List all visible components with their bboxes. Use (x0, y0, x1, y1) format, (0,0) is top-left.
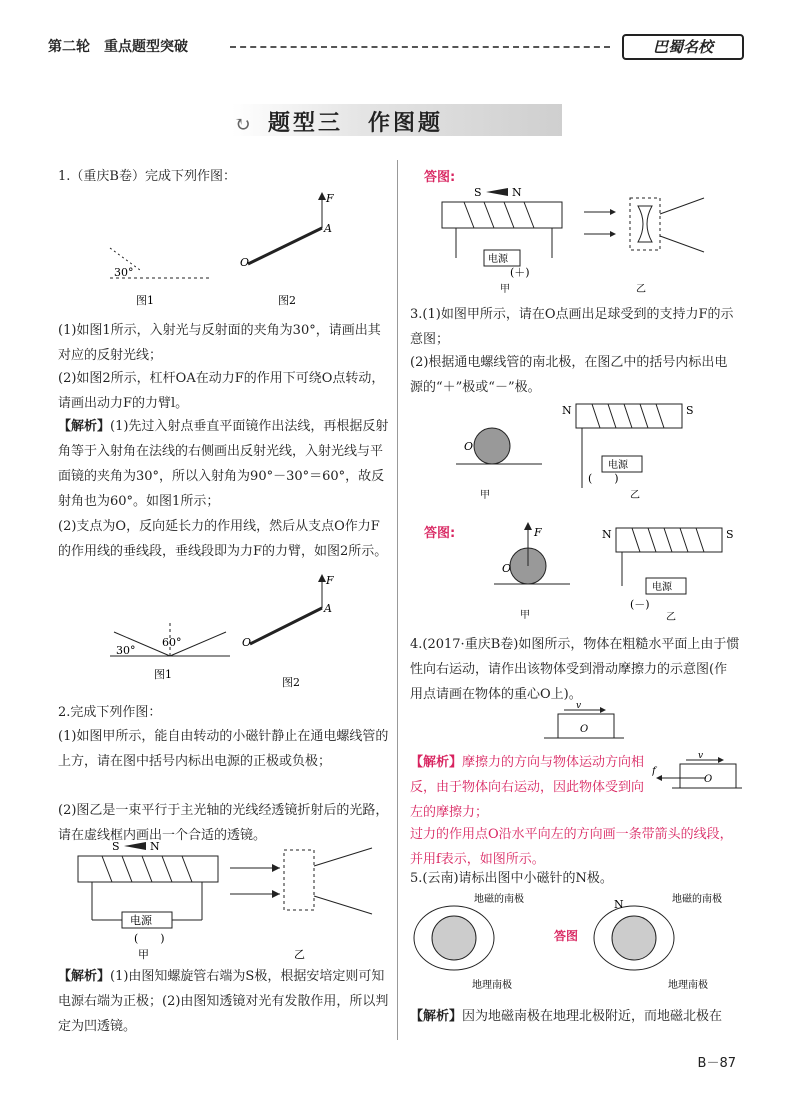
q1-answer-figures (100, 572, 360, 696)
svg-text:f: f (652, 766, 656, 777)
q3-paren: ( ) (588, 472, 619, 485)
q2-ans-jia: 甲 (500, 284, 510, 295)
svg-text:S: S (474, 186, 482, 199)
svg-text:N: N (614, 898, 624, 911)
q2-answer-tag: 答图: (424, 170, 456, 185)
q3-part1: 3.(1)如图甲所示，请在O点画出足球受到的支持力F的示意图； (410, 307, 734, 347)
svg-text:N: N (562, 404, 572, 417)
q1-analysis-2: (2)支点为O，反向延长力的作用线，然后从支点O作力F的作用线的垂线段，垂线段即为力F的力臂，如图2所示。 (58, 519, 388, 559)
svg-text:F: F (534, 526, 542, 539)
q1-ans-angle1: 30° (116, 644, 136, 657)
q1-ans-fig2: 图2 (282, 676, 300, 689)
q1-angle-label: 30° (114, 266, 134, 279)
q3-ans-jia: 甲 (520, 610, 530, 621)
svg-text:v: v (576, 702, 582, 711)
q2-jia: 甲 (138, 948, 149, 961)
svg-text:O: O (580, 724, 589, 735)
q5-stem: 5.(云南)请标出图中小磁针的N极。 (410, 871, 613, 886)
svg-text:F: F (326, 574, 334, 587)
q2-yi: 乙 (294, 948, 305, 961)
q4-analysis-1: 【解析】摩擦力的方向与物体运动方向相反，由于物体向右运动，因此物体受到向左的摩擦力； (410, 755, 645, 820)
svg-text:O: O (242, 636, 252, 649)
q3-jia: 甲 (480, 490, 490, 501)
q1-part1: (1)如图1所示，入射光与反射面的夹角为30°，请画出其对应的反射光线； (58, 323, 381, 363)
q2-answer-figures (434, 184, 744, 296)
q1-ans-fig1: 图1 (154, 668, 172, 681)
swirl-icon: ↻ (234, 112, 251, 136)
q5-ans-north-label: 地理南极 (668, 980, 708, 991)
q1-figures (100, 188, 360, 308)
svg-text:A: A (324, 602, 332, 615)
brand-logo: 巴蜀名校 (622, 34, 744, 60)
q2-ans-paren: (＋) (510, 266, 530, 279)
q1-stem: 1.（重庆B卷）完成下列作图： (58, 169, 236, 184)
q5-analysis: 【解析】因为地磁南极在地理北极附近，而地磁北极在 (410, 1009, 723, 1024)
column-divider (397, 160, 398, 1040)
section-title: 题型三 作图题 (268, 111, 444, 136)
q2-part1: (1)如图甲所示，能自由转动的小磁针静止在通电螺线管的上方，请在图中括号内标出电源的正极或负极； (58, 729, 389, 769)
svg-text:S: S (112, 840, 120, 853)
svg-text:A: A (324, 222, 332, 235)
q3-answer-tag: 答图: (424, 526, 456, 541)
header-left: 第二轮 重点题型突破 (48, 39, 188, 55)
page-number: B－87 (697, 1056, 736, 1071)
q4-stem: 4.(2017·重庆B卷)如图所示，物体在粗糙水平面上由于惯性向右运动，请作出该物体受到滑动摩擦力的示意图(作用点请画在物体的重心O上)。 (410, 637, 740, 702)
svg-text:v: v (698, 752, 704, 761)
q1-part2: (2)如图2所示，杠杆OA在动力F的作用下可绕O点转动，请画出动力F的力臂l。 (58, 371, 385, 411)
header-divider (230, 46, 610, 48)
q2-analysis: 【解析】(1)由图知螺旋管右端为S极，根据安培定则可知电源右端为正极；(2)由图知透镜对光有发散作用，所以判定为凹透镜。 (58, 969, 389, 1034)
svg-text:F: F (326, 192, 334, 205)
q2-paren: ( ) (134, 932, 165, 945)
q4-analysis-2: 过力的作用点O沿水平向左的方向画一条带箭头的线段，并用f表示，如图所示。 (410, 827, 733, 867)
q1-analysis-1: 【解析】(1)先过入射点垂直平面镜作出法线，再根据反射角等于入射角在法线的右侧画出反射光线，入射光线与平面镜的夹角为30°，所以入射角为90°－30°＝60°，故反射角也为60°。如图1所示； (58, 419, 389, 509)
q2-ans-yi: 乙 (636, 284, 646, 295)
svg-text:O: O (502, 562, 512, 575)
q5-answer-tag: 答图 (554, 929, 579, 943)
q1-fig2-label: 图2 (278, 294, 296, 307)
q5-north-label: 地理南极 (472, 980, 512, 991)
svg-text:N: N (150, 840, 160, 853)
q3-answer-figures (490, 520, 742, 624)
q5-figures (408, 890, 744, 1000)
q1-ans-angle2: 60° (162, 636, 182, 649)
svg-text:O: O (240, 256, 250, 269)
q3-part2: (2)根据通电螺线管的南北极，在图乙中的括号内标出电源的“＋”极或“－”极。 (410, 355, 728, 395)
svg-text:S: S (726, 528, 734, 541)
q3-ans-power: 电源 (652, 582, 672, 593)
svg-text:O: O (704, 774, 713, 785)
q2-stem: 2.完成下列作图： (58, 705, 162, 720)
q2-figures (72, 838, 392, 962)
q2-power-label: 电源 (130, 914, 152, 927)
q3-yi: 乙 (630, 490, 640, 501)
q5-ans-south-label: 地磁的南极 (672, 894, 722, 905)
svg-text:N: N (602, 528, 612, 541)
q1-fig1-label: 图1 (136, 294, 154, 307)
q2-part2: (2)图乙是一束平行于主光轴的光线经透镜折射后的光路，请在虚线框内画出一个合适的透镜。 (58, 803, 389, 843)
q3-ans-yi: 乙 (666, 612, 676, 623)
q5-south-label: 地磁的南极 (474, 894, 524, 905)
q3-ans-paren: (－) (630, 598, 650, 611)
q4-answer-figure (652, 752, 742, 798)
q2-ans-power: 电源 (488, 254, 508, 265)
q4-figure (544, 702, 624, 748)
svg-text:N: N (512, 186, 522, 199)
q3-figures (452, 400, 742, 504)
svg-text:O: O (464, 440, 474, 453)
q3-power: 电源 (608, 460, 628, 471)
svg-text:S: S (686, 404, 694, 417)
